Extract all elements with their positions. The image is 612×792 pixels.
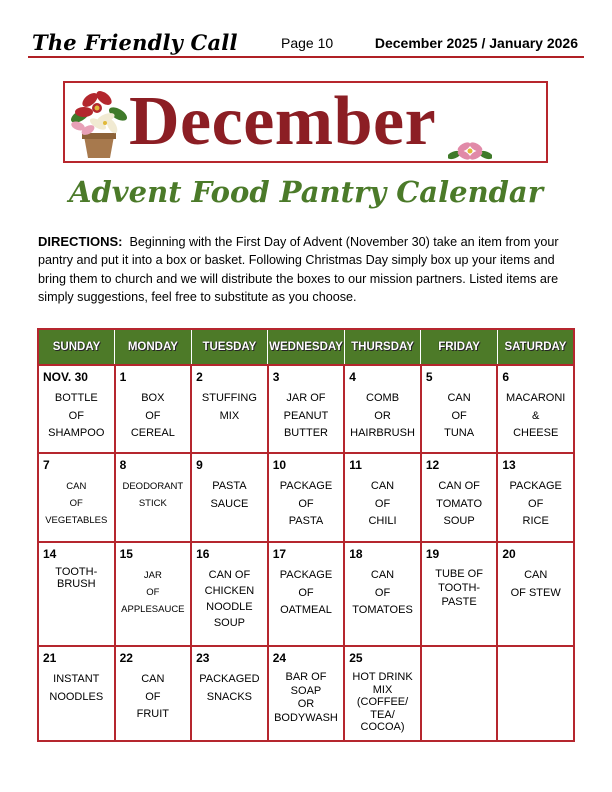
- calendar-day-cell: [115, 453, 192, 542]
- pantry-item: PACKAGED SNACKS: [199, 673, 260, 703]
- weekday-header: TUESDAY: [191, 329, 268, 365]
- calendar-week-row: [38, 453, 574, 542]
- publication-title: The Friendly Call: [32, 30, 238, 55]
- weekday-header: THURSDAY: [344, 329, 421, 365]
- day-number: 18: [349, 547, 363, 561]
- pantry-item: CAN OF TOMATOES: [352, 569, 413, 616]
- weekday-header: FRIDAY: [421, 329, 498, 365]
- day-number: 19: [425, 547, 440, 561]
- calendar-day-cell: [38, 542, 115, 646]
- december-banner: [63, 81, 548, 163]
- calendar-day-cell: [115, 365, 192, 453]
- day-number: 25: [349, 651, 363, 665]
- day-number: 1: [119, 370, 127, 384]
- calendar-week-row: [38, 365, 574, 453]
- pantry-item: HOT DRINK MIX (COFFEE/ TEA/ COCOA): [352, 671, 413, 733]
- day-number: 7: [43, 458, 50, 472]
- calendar-day-cell: [191, 646, 268, 741]
- calendar-day-cell: [268, 365, 345, 453]
- poinsettia-icon: [448, 137, 492, 163]
- day-number: 17: [272, 547, 287, 561]
- pantry-item: CAN OF TUNA: [444, 392, 475, 439]
- pantry-item: PACKAGE OF RICE: [509, 480, 562, 527]
- calendar-day-cell: [344, 542, 421, 646]
- day-number: 20: [502, 547, 516, 561]
- pantry-item: JAR OF APPLESAUCE: [121, 570, 185, 615]
- day-number: 22: [119, 651, 133, 665]
- day-number: 6: [502, 370, 510, 384]
- advent-calendar-table: [37, 328, 575, 742]
- calendar-week-row: [38, 542, 574, 646]
- pantry-item: JAR OF PEANUT BUTTER: [283, 392, 329, 439]
- day-number: 9: [196, 458, 203, 472]
- day-number: 8: [119, 458, 127, 472]
- masthead: [28, 30, 584, 56]
- day-number: 13: [502, 458, 516, 472]
- calendar-day-cell: [38, 365, 115, 453]
- pantry-item: INSTANT NOODLES: [49, 673, 104, 703]
- directions-label: DIRECTIONS:: [38, 234, 123, 249]
- calendar-day-cell: [421, 365, 498, 453]
- calendar-day-cell: [497, 453, 574, 542]
- weekday-header-row: [38, 329, 574, 365]
- calendar-day-cell: [421, 646, 498, 741]
- calendar-day-cell: [38, 646, 115, 741]
- pantry-item: DEODORANT STICK: [122, 481, 184, 509]
- weekday-header: SATURDAY: [497, 329, 574, 365]
- pantry-item: BOTTLE OF SHAMPOO: [48, 392, 105, 439]
- calendar-day-cell: [344, 365, 421, 453]
- day-number: 11: [349, 458, 362, 472]
- pantry-item: COMB OR HAIRBRUSH: [350, 392, 415, 439]
- day-number: 24: [272, 651, 287, 665]
- calendar-day-cell: [497, 542, 574, 646]
- calendar-day-cell: [344, 646, 421, 741]
- issue-date: December 2025 / January 2026: [374, 35, 578, 51]
- calendar-day-cell: [191, 453, 268, 542]
- day-number: 2: [196, 370, 203, 384]
- weekday-header: SUNDAY: [38, 329, 115, 365]
- banner-month: December: [129, 83, 437, 160]
- directions-text: Beginning with the First Day of Advent (November 30) take an item from your pantry and put it into a box or basket. Following Christmas Day simply box up your items and bring them to church and we will distribute the boxes to our mission partners. Listed items are simply suggestions, feel free to substitute as you choose.: [38, 235, 559, 304]
- calendar-day-cell: [191, 365, 268, 453]
- pantry-item: PASTA SAUCE: [210, 480, 249, 510]
- calendar-day-cell: [38, 453, 115, 542]
- pantry-item: CAN OF FRUIT: [136, 673, 170, 720]
- poinsettia-pot-icon: [70, 86, 128, 160]
- pantry-item: TOOTH- BRUSH: [55, 566, 98, 590]
- day-number: 4: [349, 370, 356, 384]
- pantry-item: MACARONI & CHEESE: [506, 392, 566, 439]
- day-number: 15: [119, 547, 133, 561]
- pantry-item: PACKAGE OF OATMEAL: [279, 569, 333, 616]
- day-number: 23: [196, 651, 210, 665]
- calendar-day-cell: [421, 453, 498, 542]
- weekday-header: WEDNESDAY: [268, 329, 345, 365]
- day-number: NOV. 30: [43, 370, 88, 384]
- day-number: 14: [43, 547, 57, 561]
- calendar-day-cell: [497, 365, 574, 453]
- pantry-item: CAN OF CHILI: [368, 480, 397, 527]
- day-number: 16: [196, 547, 210, 561]
- calendar-day-cell: [421, 542, 498, 646]
- pantry-item: STUFFING MIX: [201, 392, 257, 422]
- day-number: 10: [272, 458, 287, 472]
- calendar-day-cell: [268, 453, 345, 542]
- calendar-day-cell: [268, 542, 345, 646]
- calendar-day-cell: [115, 542, 192, 646]
- pantry-item: CAN OF VEGETABLES: [45, 481, 108, 526]
- pantry-item: BAR OF SOAP OR BODYWASH: [274, 671, 338, 724]
- calendar-title: Advent Food Pantry Calendar: [68, 175, 543, 209]
- calendar-day-cell: [115, 646, 192, 741]
- day-number: 3: [272, 370, 280, 384]
- calendar-day-cell: [191, 542, 268, 646]
- page-number: Page 10: [281, 35, 334, 51]
- calendar-day-cell: [268, 646, 345, 741]
- directions-paragraph: [38, 233, 578, 306]
- day-number: 12: [425, 458, 440, 472]
- day-number: 5: [425, 370, 433, 384]
- day-number: 21: [43, 651, 57, 665]
- calendar-day-cell: [497, 646, 574, 741]
- header-divider: [28, 56, 584, 58]
- pantry-item: CAN OF STEW: [510, 569, 561, 599]
- calendar-day-cell: [344, 453, 421, 542]
- pantry-item: CAN OF CHICKEN NOODLE SOUP: [204, 569, 255, 629]
- pantry-item: CAN OF TOMATO SOUP: [436, 480, 483, 527]
- calendar-week-row: [38, 646, 574, 741]
- pantry-item: BOX OF CEREAL: [130, 392, 175, 439]
- weekday-header: MONDAY: [115, 329, 192, 365]
- pantry-item: PACKAGE OF PASTA: [279, 480, 333, 527]
- pantry-item: TUBE OF TOOTH- PASTE: [435, 568, 483, 608]
